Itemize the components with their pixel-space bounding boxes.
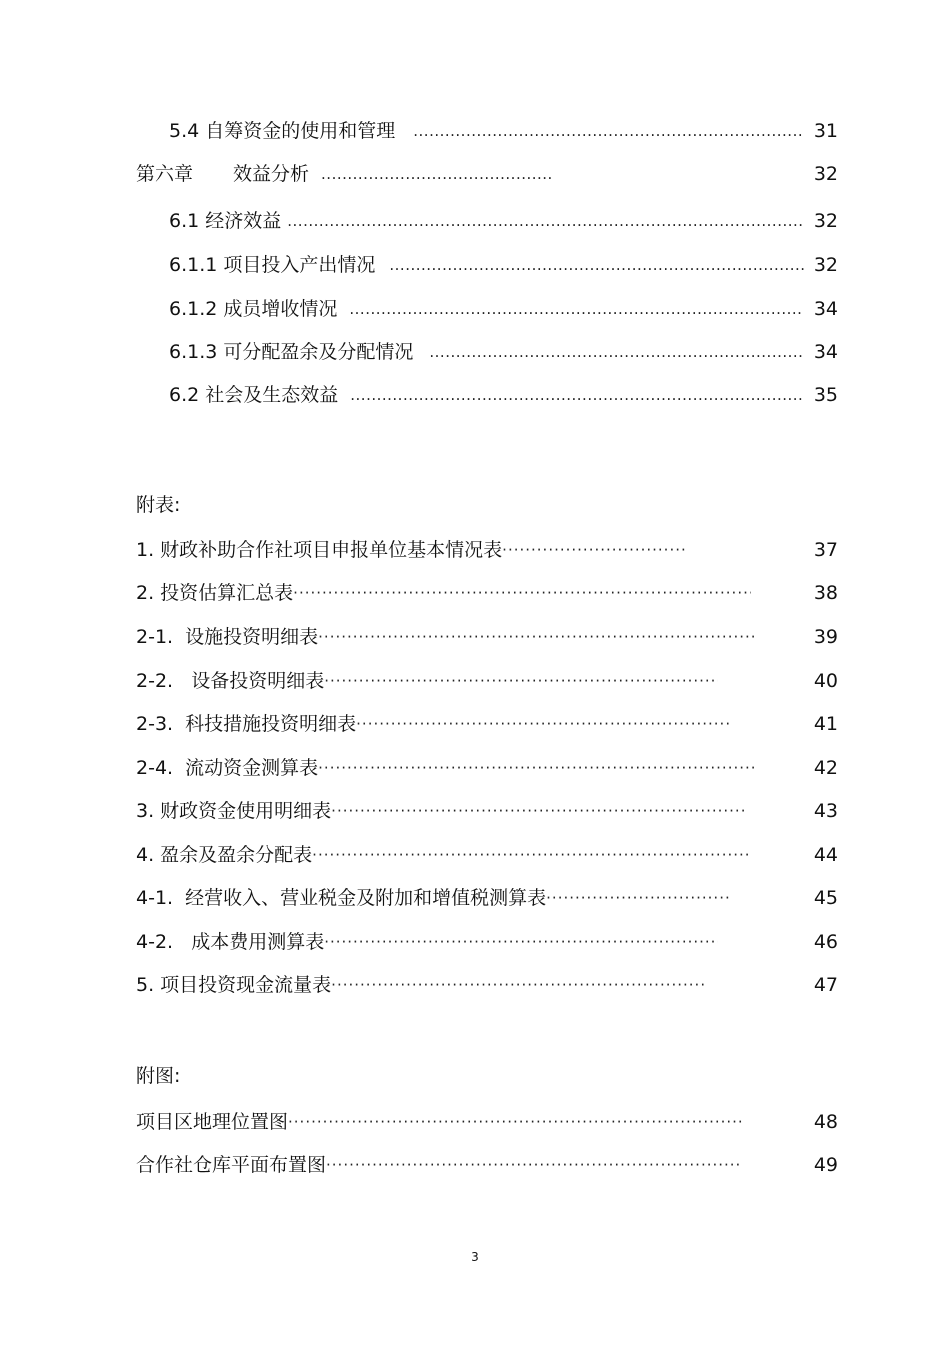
toc-entry-label: 5.4 自筹资金的使用和管理 xyxy=(169,120,396,142)
appendix-table-entry[interactable] xyxy=(136,970,838,1000)
appendix-tables-title: 附表: xyxy=(136,494,181,516)
toc-entry-page: 35 xyxy=(813,384,838,406)
dot-leader xyxy=(502,535,688,565)
appendix-table-entry[interactable] xyxy=(136,709,838,739)
toc-entry-page: 45 xyxy=(813,887,838,909)
toc-entry-label: 3. 财政资金使用明细表 xyxy=(136,800,332,822)
appendix-table-entry[interactable] xyxy=(136,796,838,826)
appendix-table-entry[interactable] xyxy=(136,753,838,783)
appendix-table-entry[interactable] xyxy=(136,666,838,696)
dot-leader xyxy=(546,883,732,913)
toc-entry-label: 6.1.3 可分配盈余及分配情况 xyxy=(169,341,414,363)
toc-entry-page: 32 xyxy=(813,254,838,276)
toc-entry-label: 6.1.1 项目投入产出情况 xyxy=(169,254,376,276)
dot-leader xyxy=(389,250,804,280)
toc-entry-label: 2. 投资估算汇总表 xyxy=(136,582,294,604)
toc-entry-label: 4-2. 成本费用测算表 xyxy=(136,931,325,953)
toc-entry-label: 2-1. 设施投资明细表 xyxy=(136,626,319,648)
toc-entry-label: 4-1. 经营收入、营业税金及附加和增值税测算表 xyxy=(136,887,547,909)
appendix-table-entry[interactable] xyxy=(136,927,838,957)
dot-leader xyxy=(429,337,804,367)
appendix-table-entry[interactable] xyxy=(136,840,838,870)
toc-entry-label: 6.1 经济效益 xyxy=(169,210,282,232)
toc-entry-page: 34 xyxy=(813,341,838,363)
appendix-table-entry[interactable] xyxy=(136,535,838,565)
toc-entry-6-1[interactable] xyxy=(169,206,838,236)
toc-entry-5-4[interactable] xyxy=(169,116,838,146)
toc-entry-page: 48 xyxy=(813,1111,838,1133)
toc-entry-label: 项目区地理位置图 xyxy=(136,1111,289,1133)
toc-entry-page: 37 xyxy=(813,539,838,561)
toc-entry-label: 6.1.2 成员增收情况 xyxy=(169,298,338,320)
toc-entry-page: 39 xyxy=(813,626,838,648)
dot-leader xyxy=(326,1150,742,1180)
appendix-figure-entry[interactable] xyxy=(136,1107,838,1137)
dot-leader xyxy=(349,294,804,324)
toc-entry-label: 5. 项目投资现金流量表 xyxy=(136,974,332,996)
appendix-table-entry[interactable] xyxy=(136,622,838,652)
dot-leader xyxy=(413,116,804,146)
toc-entry-page: 44 xyxy=(813,844,838,866)
toc-entry-label: 合作社仓库平面布置图 xyxy=(136,1154,327,1176)
toc-entry-page: 32 xyxy=(813,163,838,185)
dot-leader xyxy=(331,970,705,1000)
toc-entry-page: 40 xyxy=(813,670,838,692)
appendix-table-entry[interactable] xyxy=(136,578,838,608)
toc-entry-label: 4. 盈余及盈余分配表 xyxy=(136,844,313,866)
toc-chapter-number: 第六章 xyxy=(136,163,194,185)
toc-entry-page: 43 xyxy=(813,800,838,822)
dot-leader xyxy=(324,927,718,957)
toc-entry-page: 31 xyxy=(813,120,838,142)
toc-entry-label: 6.2 社会及生态效益 xyxy=(169,384,339,406)
dot-leader xyxy=(356,709,730,739)
toc-entry-page: 46 xyxy=(813,931,838,953)
toc-chapter-6[interactable] xyxy=(136,159,838,189)
toc-entry-page: 32 xyxy=(813,210,838,232)
toc-entry-page: 49 xyxy=(813,1154,838,1176)
dot-leader xyxy=(318,753,754,783)
toc-entry-page: 42 xyxy=(813,757,838,779)
toc-entry-label: 2-4. 流动资金测算表 xyxy=(136,757,319,779)
toc-entry-label: 1. 财政补助合作社项目申报单位基本情况表 xyxy=(136,539,503,561)
appendix-table-entry[interactable] xyxy=(136,883,838,913)
toc-entry-label: 2-3. 科技措施投资明细表 xyxy=(136,713,357,735)
appendix-figure-entry[interactable] xyxy=(136,1150,838,1180)
toc-chapter-title: 效益分析 xyxy=(233,163,310,185)
page-number: 3 xyxy=(471,1250,479,1264)
toc-entry-6-1-1[interactable] xyxy=(169,250,838,280)
dot-leader xyxy=(331,796,747,826)
toc-entry-page: 41 xyxy=(813,713,838,735)
dot-leader xyxy=(324,666,718,696)
toc-entry-page: 34 xyxy=(813,298,838,320)
toc-entry-6-1-3[interactable] xyxy=(169,337,838,367)
dot-leader xyxy=(288,1107,744,1137)
dot-leader xyxy=(318,622,754,652)
appendix-figures-title: 附图: xyxy=(136,1065,181,1087)
dot-leader xyxy=(312,840,748,870)
toc-entry-page: 47 xyxy=(813,974,838,996)
dot-leader xyxy=(350,380,804,410)
dot-leader xyxy=(293,578,751,608)
toc-entry-6-2[interactable] xyxy=(169,380,838,410)
toc-entry-label: 2-2. 设备投资明细表 xyxy=(136,670,325,692)
toc-entry-6-1-2[interactable] xyxy=(169,294,838,324)
toc-entry-page: 38 xyxy=(813,582,838,604)
dot-leader xyxy=(287,206,804,236)
dot-leader xyxy=(321,159,553,189)
